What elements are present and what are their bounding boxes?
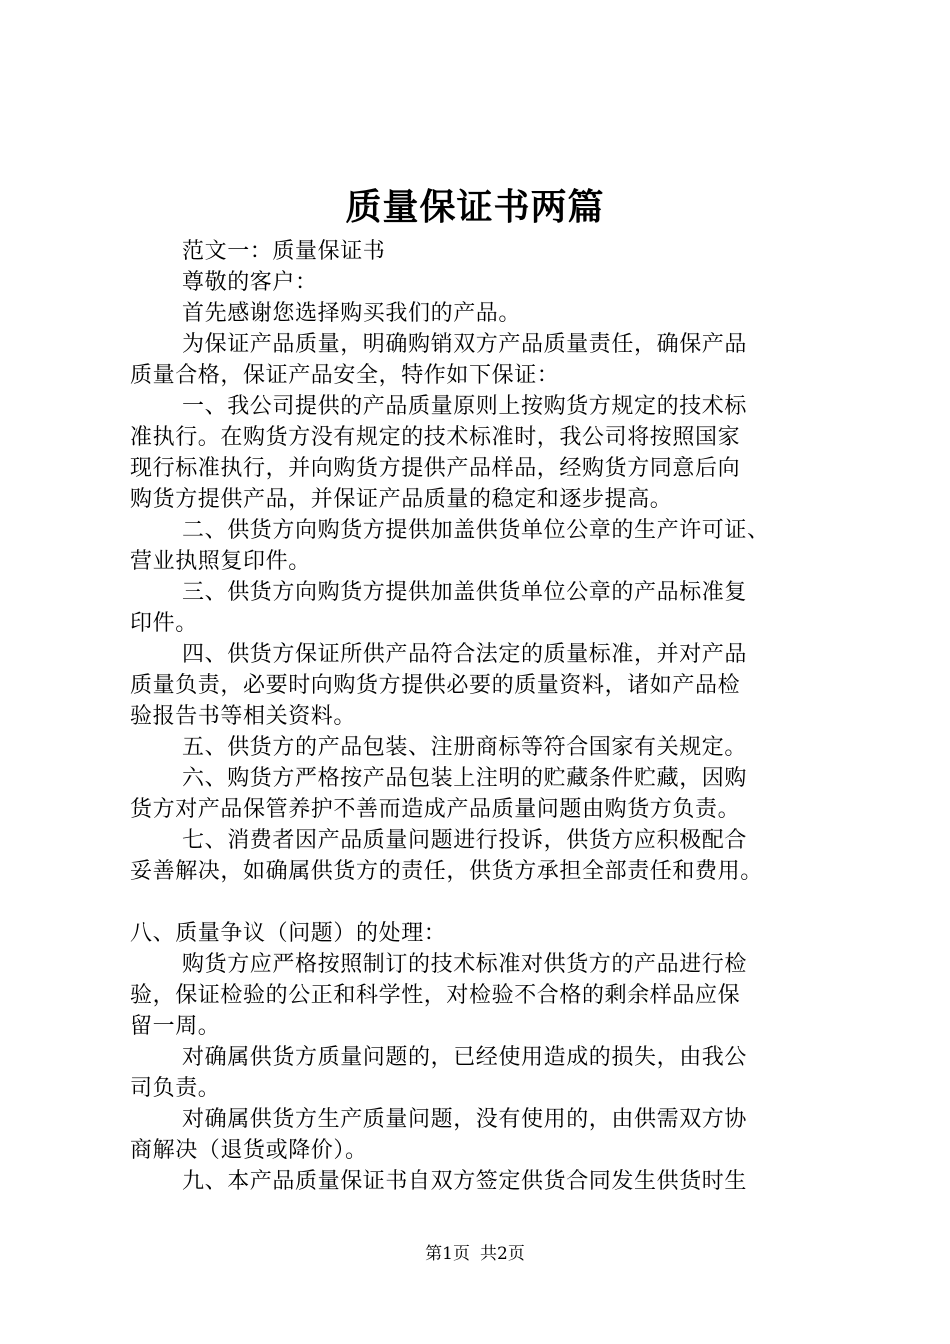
clause-5-line-1: 五、供货方的产品包装、注册商标等符合国家有关规定。 — [182, 735, 748, 760]
paragraph-thanks: 首先感谢您选择购买我们的产品。 — [182, 301, 522, 326]
clause-8-para-3-line-1: 对确属供货方生产质量问题，没有使用的，由供需双方协 — [182, 1107, 748, 1132]
clause-9-line-1: 九、本产品质量保证书自双方签定供货合同发生供货时生 — [182, 1169, 748, 1194]
salutation: 尊敬的客户： — [182, 270, 318, 295]
clause-4-line-3: 验报告书等相关资料。 — [130, 704, 357, 729]
clause-6-line-1: 六、购货方严格按产品包装上注明的贮藏条件贮藏，因购 — [182, 766, 748, 791]
clause-1-line-2: 准执行。在购货方没有规定的技术标准时，我公司将按照国家 — [130, 425, 741, 450]
clause-4-line-2: 质量负责，必要时向购货方提供必要的质量资料，诸如产品检 — [130, 673, 741, 698]
section-heading: 范文一：质量保证书 — [182, 239, 386, 264]
clause-7-line-1: 七、消费者因产品质量问题进行投诉，供货方应积极配合 — [182, 828, 748, 853]
clause-1-line-4: 购货方提供产品，并保证产品质量的稳定和逐步提高。 — [130, 487, 673, 512]
clause-4-line-1: 四、供货方保证所供产品符合法定的质量标准，并对产品 — [182, 642, 748, 667]
clause-8-heading: 八、质量争议（问题）的处理： — [130, 921, 447, 946]
clause-1-line-3: 现行标准执行，并向购货方提供产品样品，经购货方同意后向 — [130, 456, 741, 481]
clause-8-para-1-line-1: 购货方应严格按照制订的技术标准对供货方的产品进行检 — [182, 952, 748, 977]
page-title: 质量保证书两篇 — [345, 186, 605, 228]
clause-3-line-2: 印件。 — [130, 611, 198, 636]
clause-8-para-3-line-2: 商解决（退货或降价）。 — [130, 1138, 368, 1163]
clause-8-para-2-line-1: 对确属供货方质量问题的，已经使用造成的损失，由我公 — [182, 1045, 748, 1070]
clause-6-line-2: 货方对产品保管养护不善而造成产品质量问题由购货方负责。 — [130, 797, 741, 822]
page-number: 第1页 — [425, 1244, 470, 1264]
clause-1-line-1: 一、我公司提供的产品质量原则上按购货方规定的技术标 — [182, 394, 748, 419]
paragraph-intro-line-2: 质量合格，保证产品安全，特作如下保证： — [130, 363, 560, 388]
clause-2-line-1: 二、供货方向购货方提供加盖供货单位公章的生产许可证、 — [182, 518, 770, 543]
clause-8-para-1-line-2: 验，保证检验的公正和科学性，对检验不合格的剩余样品应保 — [130, 983, 741, 1008]
clause-7-line-2: 妥善解决，如确属供货方的责任，供货方承担全部责任和费用。 — [130, 859, 763, 884]
paragraph-intro-line-1: 为保证产品质量，明确购销双方产品质量责任，确保产品 — [182, 332, 748, 357]
clause-8-para-2-line-2: 司负责。 — [130, 1076, 221, 1101]
clause-8-para-1-line-3: 留一周。 — [130, 1014, 221, 1039]
clause-3-line-1: 三、供货方向购货方提供加盖供货单位公章的产品标准复 — [182, 580, 748, 605]
clause-2-line-2: 营业执照复印件。 — [130, 549, 311, 574]
page-footer — [0, 1242, 950, 1266]
blank-line — [130, 887, 840, 918]
page-total: 共2页 — [480, 1244, 525, 1264]
document-body — [130, 236, 840, 1197]
